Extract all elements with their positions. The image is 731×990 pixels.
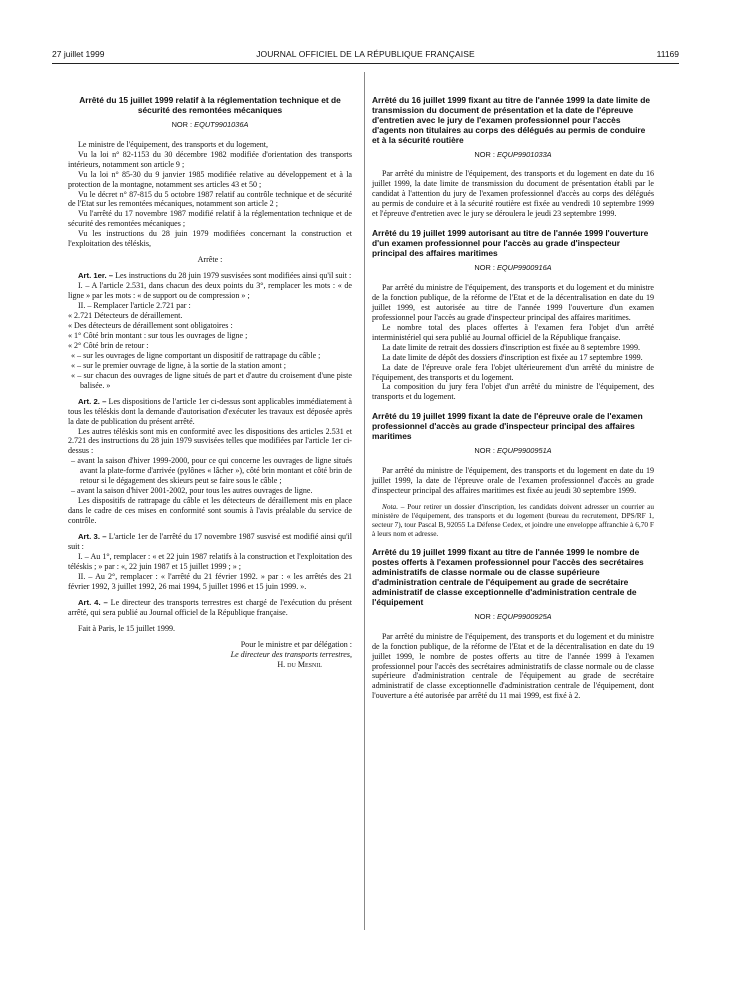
right-column [372,96,654,701]
article-2-list-item: – avant la saison d'hiver 1999-2000, pour ce qui concerne les ouvrages de ligne situés avant la plate-forme d'arrivée (pylônes « lâcher »), côté brin montant et côté brin de retour si le dégagement des skieurs peut se faire sous le câble ; [71,456,352,486]
article-1-list-item: « – sur le premier ouvrage de ligne, à la sortie de la station amont ; [71,360,286,370]
article-1-point-i: I. – A l'article 2.531, dans chacun des deux points du 3°, remplacer les mots : « de ligne » par les mots : « de support ou de compression » ; [68,281,352,301]
visa-2: Vu la loi n° 85-30 du 9 janvier 1985 modifiée relative au développement et à la protection de la montagne, notamment ses articles 43 et 50 ; [68,169,352,189]
article-body: Par arrêté du ministre de l'équipement, des transports et du logement et du ministre de la fonction publique, de la réforme de l'Etat et de la décentralisation en date du 19 juillet 1999, le nombre de postes offerts au titre de l'année 1999 à l'examen professionnel pour l'accès des secrétaires administratifs de classe normale ou de classe supérieure d'administration centrale de l'équipement au grade de secrétaire administratif de classe exceptionnelle d'administration centrale de l'équipement, dont l'ouverture a été autorisée par arrêté du 11 mai 1999, est fixé à 2. [372,631,654,701]
article-2-label: Art. 2. – [78,396,107,406]
article-1-list-item: « – sur les ouvrages de ligne comportant un dispositif de rattrapage du câble ; [71,350,321,360]
article-body: Par arrêté du ministre de l'équipement, des transports et du logement et du ministre de la fonction publique, de la réforme de l'Etat et de la décentralisation en date du 19 juillet 1999, est autorisée au titre de l'année 1999 l'ouverture d'un examen professionnel pour l'accès au grade d'inspecteur principal des affaires maritimes. [372,282,654,322]
article-2-list-item: – avant la saison d'hiver 2001-2002, pour tous les autres ouvrages de ligne. [71,486,313,496]
article-1-line: « 2.721 Détecteurs de déraillement. [68,311,183,321]
nor-reference: NOR : EQUT9901036A [171,119,249,129]
signature-role: Le directeur des transports terrestres, [230,649,352,659]
preamble-minister: Le ministre de l'équipement, des transports et du logement, [78,139,269,149]
arrete-heading: Arrête : [197,255,223,265]
article-1-point-ii: II. – Remplacer l'article 2.721 par : [78,301,191,311]
header-journal-title: JOURNAL OFFICIEL DE LA RÉPUBLIQUE FRANÇAISE [256,49,475,59]
nor-reference: NOR : EQUP9900925A [474,611,552,621]
article-4-label: Art. 4. – [78,597,108,607]
article-title: Arrêté du 16 juillet 1999 fixant au titre de l'année 1999 la date limite de transmission du document de présentation et la date de l'épreuve d'entretien avec le jury de l'examen professionnel pour l'accès d'agents non titulaires au corps des délégués au permis de conduire et à la sécurité routière [372,95,651,145]
article-title: Arrêté du 19 juillet 1999 fixant au titre de l'année 1999 le nombre de postes offerts à l'examen professionnel pour l'accès des secrétaires administratifs de classe normale ou de classe supérieure d'administration centrale de l'équipement au grade de secrétaire administratif de classe exceptionnelle d'administration centrale de l'équipement [372,547,644,607]
article-body: La date limite de retrait des dossiers d'inscription est fixée au 8 septembre 1999. [382,342,640,352]
nor-reference: NOR : EQUP9901033A [474,149,552,159]
article-2: Art. 2. – Les dispositions de l'article 1er ci-dessus sont applicables immédiatement à tous les téléskis dont la demande d'autorisation d'exécuter les travaux est déposée après la date de publication du présent arrêté. [68,396,353,426]
article-1: Art. 1er. – Les instructions du 28 juin 1979 susvisées sont modifiées ainsi qu'il suit : [78,271,352,281]
left-column [68,96,352,669]
article-body: La date limite de dépôt des dossiers d'inscription est fixée au 17 septembre 1999. [382,352,643,362]
article-1-line: « 1° Côté brin montant : sur tous les ouvrages de ligne ; [68,330,248,340]
nor-code: EQUT9901036A [194,119,249,129]
nor-reference: NOR : EQUP9900916A [474,262,552,272]
article-1-line: « 2° Côté brin de retour : [68,340,149,350]
header-page-number: 11169 [656,49,679,59]
article-title: Arrêté du 19 juillet 1999 autorisant au titre de l'année 1999 l'ouverture d'un examen professionnel pour l'accès au grade d'inspecteur principal des affaires maritimes [372,228,649,259]
article-body: Le nombre total des places offertes à l'examen fera l'objet d'un arrêté interministériel qui sera publié au Journal officiel de la République française. [372,322,654,342]
visa-5: Vu les instructions du 28 juin 1979 modifiées concernant la construction et l'exploitation des téléskis, [68,229,352,249]
article-title: Arrêté du 15 juillet 1999 relatif à la réglementation technique et de sécurité des remontées mécaniques [79,95,341,115]
nota-label: Nota. – [382,501,405,511]
article-3-point-ii: II. – Au 2°, remplacer : « l'arrêté du 21 février 1992. » par : « les arrêtés des 21 février 1992, 3 juillet 1992, 26 mai 1994, 5 juillet 1996 et 15 juin 1999. ». [68,571,352,591]
nor-reference: NOR : EQUP9900951A [474,446,552,456]
visa-3: Vu le décret n° 87-815 du 5 octobre 1987 relatif au contrôle technique et de sécurité de l'Etat sur les remontées mécaniques, notamment son article 2 ; [68,189,352,209]
article-1-list-item: « – sur chacun des ouvrages de ligne situés de part et d'autre du croisement d'une piste balisée. » [71,370,352,390]
article-3-point-i: I. – Au 1°, remplacer : « et 22 juin 1987 relatifs à la construction et l'exploitation des téléskis ; » par : «, 22 juin 1987 et 15 juillet 1999 ; » ; [68,551,352,571]
article-body: La date de l'épreuve orale fera l'objet ultérieurement d'un arrêté du ministre de l'équipement, des transports et du logement. [372,362,654,382]
nor-code: EQUP9901033A [496,149,552,159]
article-title: Arrêté du 19 juillet 1999 fixant la date de l'épreuve orale de l'examen professionnel d'accès au grade d'inspecteur principal des affaires maritimes [372,411,643,442]
visa-1: Vu la loi n° 82-1153 du 30 décembre 1982 modifiée d'orientation des transports intérieurs, notamment son article 9 ; [68,149,352,169]
signature-delegation: Pour le ministre et par délégation : [240,639,352,649]
article-1-label: Art. 1er. – [78,271,114,281]
article-2-paragraph: Les autres téléskis sont mis en conformité avec les dispositions des articles 2.531 et 2.721 des instructions du 28 juin 1979 susvisées telles que modifiées par l'article 1er ci-dessus : [68,426,352,456]
page-header [52,49,679,63]
signature-name: H. du Mesnil [277,659,322,669]
article-4: Art. 4. – Le directeur des transports terrestres est chargé de l'exécution du présent arrêté, qui sera publié au Journal officiel de la République française. [68,597,352,617]
article-body: Par arrêté du ministre de l'équipement, des transports et du logement en date du 16 juillet 1999, la date limite de transmission du document de présentation établi par le candidat à l'attention du jury de l'examen professionnel d'accès au corps des délégués au permis de conduire et à la sécurité routière est fixée au vendredi 10 septembre 1999 et l'épreuve d'entretien avec le jury se déroulera le jeudi 23 septembre 1999. [372,169,654,219]
nor-code: EQUP9900951A [496,446,552,456]
nota: Nota. – Pour retirer un dossier d'inscription, les candidats doivent adresser un courrier au ministère de l'équipement, des transports et du logement (bureau du recrutement, DPS/RF 1, secteur 7), tour Pascal B, 92055 La Défense Cedex, et joindre une enveloppe affranchie à 6,70 F à leurs nom et adresse. [372,501,654,539]
article-2-paragraph: Les dispositifs de rattrapage du câble et les détecteurs de déraillement mis en place dans le cadre de ces mises en conformité sont soumis à l'avis préalable du service de contrôle. [68,496,352,526]
header-rule [52,63,679,64]
nor-code: EQUP9900916A [496,262,552,272]
header-date: 27 juillet 1999 [52,49,105,59]
visa-4: Vu l'arrêté du 17 novembre 1987 modifié relatif à la réglementation technique et de sécurité des remontées mécaniques ; [68,209,352,229]
article-3-label: Art. 3. – [78,532,107,542]
article-3: Art. 3. – L'article 1er de l'arrêté du 17 novembre 1987 susvisé est modifié ainsi qu'il suit : [68,532,353,551]
column-divider [364,72,365,930]
article-1-line: « Des détecteurs de déraillement sont obligatoires : [68,320,233,330]
article-body: La composition du jury fera l'objet d'un arrêté du ministre de l'équipement, des transports et du logement. [372,382,654,402]
article-body: Par arrêté du ministre de l'équipement, des transports et du logement en date du 19 juillet 1999, la date de l'épreuve orale de l'examen professionnel d'accès au grade d'inspecteur principal des affaires maritimes est fixée au jeudi 30 septembre 1999. [372,466,654,495]
nor-code: EQUP9900925A [496,611,552,621]
signature-place-date: Fait à Paris, le 15 juillet 1999. [78,623,175,633]
